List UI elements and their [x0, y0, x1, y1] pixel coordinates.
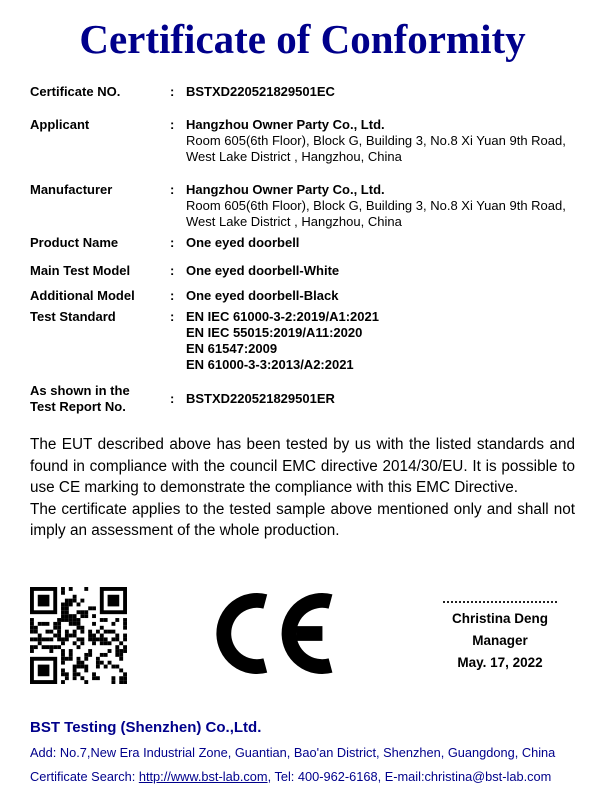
colon: : — [170, 182, 175, 197]
conformity-statement — [0, 434, 605, 542]
statement-paragraph-1: The EUT described above has been tested by us with the listed standards and found in compliance with the council EMC directive 2014/30/EU. It is possible to use CE marking to demonstrate the compliance with this EMC Directive. — [30, 436, 575, 496]
test-standard-line: EN 61000-3-3:2013/A2:2021 — [186, 357, 354, 372]
field-row-main-test-model — [30, 263, 575, 279]
test-standard-label: Test Standard — [30, 309, 116, 324]
test-standard-value — [186, 309, 575, 373]
main-test-model-value: One eyed doorbell-White — [186, 263, 340, 278]
signature-date: May. 17, 2022 — [457, 655, 543, 670]
signature-name: Christina Deng — [451, 611, 548, 626]
field-row-manufacturer — [30, 182, 575, 230]
certificate-no-label: Certificate NO. — [30, 84, 121, 99]
signature-line — [443, 601, 557, 603]
footer-search-line — [30, 769, 579, 784]
field-row-test-standard — [30, 309, 575, 373]
qr-code — [30, 587, 127, 684]
test-report-no-value: BSTXD220521829501ER — [186, 391, 335, 406]
colon: : — [170, 84, 175, 99]
manufacturer-value — [186, 182, 575, 230]
test-standard-line: EN IEC 61000-3-2:2019/A1:2021 — [186, 309, 379, 324]
main-test-model-label: Main Test Model — [30, 263, 131, 278]
applicant-address: Room 605(6th Floor), Block G, Building 3, No.8 Xi Yuan 9th Road, West Lake District , Hangzhou, China — [186, 133, 566, 164]
certificate-search-link[interactable]: http://www.bst-lab.com — [138, 769, 268, 784]
field-row-certificate-no — [30, 84, 575, 100]
colon: : — [170, 117, 175, 132]
field-row-additional-model — [30, 288, 575, 304]
test-standard-line: EN 61547:2009 — [186, 341, 278, 356]
additional-model-value: One eyed doorbell-Black — [186, 288, 339, 303]
test-report-label — [30, 383, 170, 415]
footer-contact-info: , Tel: 400-962-6168, E-mail:christina@bst-lab.com — [267, 769, 552, 784]
certificate-search-label: Certificate Search: — [30, 769, 139, 784]
applicant-value — [186, 117, 575, 165]
test-report-label-line1: As shown in the — [30, 383, 130, 398]
test-standard-line: EN IEC 55015:2019/A11:2020 — [186, 325, 363, 340]
applicant-name: Hangzhou Owner Party Co., Ltd. — [186, 117, 385, 132]
test-report-label-line2: Test Report No. — [30, 399, 126, 414]
marks-row — [0, 585, 605, 695]
manufacturer-address: Room 605(6th Floor), Block G, Building 3, No.8 Xi Yuan 9th Road, West Lake District , Hangzhou, China — [186, 198, 566, 229]
footer — [30, 719, 579, 784]
signature-title: Manager — [472, 633, 528, 648]
manufacturer-name: Hangzhou Owner Party Co., Ltd. — [186, 182, 385, 197]
field-row-test-report — [30, 383, 575, 415]
statement-paragraph-2: The certificate applies to the tested sample above mentioned only and shall not imply an assessment of the whole production. — [30, 500, 575, 539]
colon: : — [170, 391, 175, 406]
additional-model-label: Additional Model — [30, 288, 135, 303]
certificate-title: Certificate of Conformity — [79, 16, 526, 62]
colon: : — [170, 235, 175, 250]
colon: : — [170, 309, 175, 324]
signature-block — [415, 601, 585, 674]
footer-address: Add: No.7,New Era Industrial Zone, Guantian, Bao'an District, Shenzhen, Guangdong, China — [30, 745, 556, 760]
product-name-value: One eyed doorbell — [186, 235, 300, 250]
field-row-applicant — [30, 117, 575, 165]
ce-mark-icon — [216, 592, 335, 680]
product-name-label: Product Name — [30, 235, 119, 250]
colon: : — [170, 288, 175, 303]
footer-company-name: BST Testing (Shenzhen) Co.,Ltd. — [30, 719, 262, 736]
colon: : — [170, 263, 175, 278]
manufacturer-label: Manufacturer — [30, 182, 113, 197]
applicant-label: Applicant — [30, 117, 90, 132]
field-row-product-name — [30, 235, 575, 251]
certificate-no-value: BSTXD220521829501EC — [186, 84, 335, 99]
certificate-fields — [0, 84, 605, 415]
